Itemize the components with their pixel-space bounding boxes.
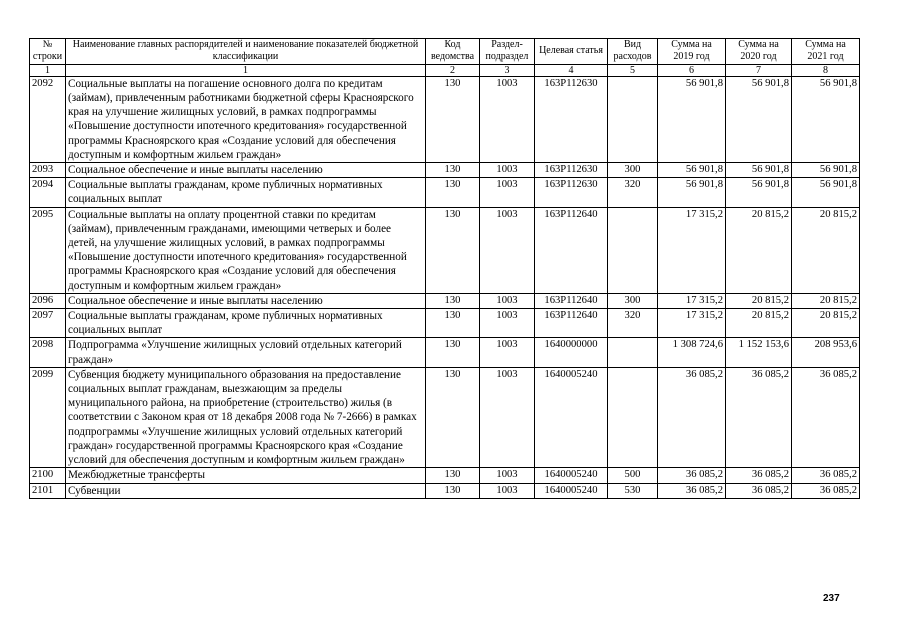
row-dept-code: 130 <box>426 483 480 498</box>
row-sum-2020: 20 815,2 <box>726 207 792 293</box>
table-row <box>30 367 860 467</box>
row-expense-type: 300 <box>608 163 658 178</box>
row-sum-2021: 20 815,2 <box>792 207 860 293</box>
column-number: 5 <box>608 64 658 76</box>
row-sum-2020: 36 085,2 <box>726 367 792 467</box>
row-name: Социальные выплаты гражданам, кроме публичных нормативных социальных выплат <box>66 178 426 207</box>
row-dept-code: 130 <box>426 293 480 308</box>
column-number: 6 <box>658 64 726 76</box>
row-target: 163Р112640 <box>535 207 608 293</box>
row-sum-2020: 36 085,2 <box>726 483 792 498</box>
row-target: 1640005240 <box>535 483 608 498</box>
row-target: 163Р112630 <box>535 76 608 162</box>
row-expense-type <box>608 76 658 162</box>
row-number: 2094 <box>30 178 66 207</box>
row-section: 1003 <box>480 76 535 162</box>
row-sum-2020: 56 901,8 <box>726 178 792 207</box>
row-sum-2021: 56 901,8 <box>792 163 860 178</box>
header-row-no: № строки <box>30 39 66 65</box>
row-number: 2095 <box>30 207 66 293</box>
row-dept-code: 130 <box>426 367 480 467</box>
header-sum-2020: Сумма на 2020 год <box>726 39 792 65</box>
column-number: 7 <box>726 64 792 76</box>
row-target: 1640005240 <box>535 468 608 483</box>
row-sum-2021: 36 085,2 <box>792 367 860 467</box>
table-row <box>30 338 860 367</box>
row-sum-2020: 20 815,2 <box>726 309 792 338</box>
row-sum-2019: 56 901,8 <box>658 178 726 207</box>
row-target: 1640005240 <box>535 367 608 467</box>
table-row <box>30 468 860 483</box>
row-number: 2093 <box>30 163 66 178</box>
header-section: Раздел-подраздел <box>480 39 535 65</box>
row-dept-code: 130 <box>426 178 480 207</box>
row-sum-2019: 56 901,8 <box>658 163 726 178</box>
row-sum-2019: 17 315,2 <box>658 207 726 293</box>
table-row <box>30 293 860 308</box>
row-name: Социальное обеспечение и иные выплаты населению <box>66 293 426 308</box>
table-row <box>30 207 860 293</box>
row-section: 1003 <box>480 293 535 308</box>
header-name: Наименование главных распорядителей и наименование показателей бюджетной классификации <box>66 39 426 65</box>
row-name: Социальные выплаты на оплату процентной ставки по кредитам (займам), привлеченным гражданами, имеющими четверых и более детей, на улучшение жилищных условий, в рамках подпрограммы «Повышение доступности ипотечного кредитования» государственной программы Красноярского края «Создание условий для обеспечения доступным и комфортным жильем граждан» <box>66 207 426 293</box>
table-header-row <box>30 39 860 65</box>
row-target: 163Р112640 <box>535 293 608 308</box>
row-sum-2019: 36 085,2 <box>658 483 726 498</box>
row-expense-type <box>608 338 658 367</box>
row-target: 1640000000 <box>535 338 608 367</box>
row-name: Межбюджетные трансферты <box>66 468 426 483</box>
row-target: 163Р112630 <box>535 163 608 178</box>
row-number: 2092 <box>30 76 66 162</box>
row-expense-type: 320 <box>608 178 658 207</box>
column-number: 1 <box>30 64 66 76</box>
column-number: 8 <box>792 64 860 76</box>
row-sum-2019: 36 085,2 <box>658 468 726 483</box>
table-row <box>30 163 860 178</box>
row-number: 2101 <box>30 483 66 498</box>
row-expense-type: 300 <box>608 293 658 308</box>
row-expense-type: 320 <box>608 309 658 338</box>
row-sum-2019: 56 901,8 <box>658 76 726 162</box>
row-sum-2019: 36 085,2 <box>658 367 726 467</box>
row-name: Субвенция бюджету муниципального образования на предоставление социальных выплат гражданам, выезжающим за пределы муниципального района, на приобретение (строительство) жилья (в соответствии с Законом края от 18 декабря 2008 года № 7-2666) в рамках подпрограммы «Улучшение жилищных условий отдельных категорий граждан» государственной программы Красноярского края «Создание условий для обеспечения доступным и комфортным жильем граждан» <box>66 367 426 467</box>
row-sum-2021: 20 815,2 <box>792 293 860 308</box>
table-row <box>30 309 860 338</box>
column-number: 1 <box>66 64 426 76</box>
row-sum-2020: 56 901,8 <box>726 163 792 178</box>
page-number: 237 <box>823 593 840 604</box>
row-sum-2019: 17 315,2 <box>658 309 726 338</box>
table-row <box>30 178 860 207</box>
header-sum-2021: Сумма на 2021 год <box>792 39 860 65</box>
header-sum-2019: Сумма на 2019 год <box>658 39 726 65</box>
row-sum-2020: 56 901,8 <box>726 76 792 162</box>
row-sum-2019: 1 308 724,6 <box>658 338 726 367</box>
budget-table <box>29 38 860 499</box>
row-sum-2020: 20 815,2 <box>726 293 792 308</box>
row-sum-2021: 20 815,2 <box>792 309 860 338</box>
column-number-row <box>30 64 860 76</box>
row-expense-type <box>608 367 658 467</box>
column-number: 4 <box>535 64 608 76</box>
column-number: 2 <box>426 64 480 76</box>
row-sum-2021: 56 901,8 <box>792 76 860 162</box>
row-number: 2100 <box>30 468 66 483</box>
row-number: 2099 <box>30 367 66 467</box>
header-dept-code: Код ведомства <box>426 39 480 65</box>
row-number: 2097 <box>30 309 66 338</box>
row-sum-2020: 36 085,2 <box>726 468 792 483</box>
header-target: Целевая статья <box>535 39 608 65</box>
row-dept-code: 130 <box>426 309 480 338</box>
row-sum-2021: 56 901,8 <box>792 178 860 207</box>
row-dept-code: 130 <box>426 207 480 293</box>
row-target: 163Р112630 <box>535 178 608 207</box>
row-expense-type <box>608 207 658 293</box>
row-dept-code: 130 <box>426 76 480 162</box>
table-row <box>30 483 860 498</box>
row-section: 1003 <box>480 163 535 178</box>
row-section: 1003 <box>480 483 535 498</box>
row-sum-2021: 36 085,2 <box>792 483 860 498</box>
row-dept-code: 130 <box>426 468 480 483</box>
row-sum-2019: 17 315,2 <box>658 293 726 308</box>
row-name: Социальные выплаты на погашение основного долга по кредитам (займам), привлеченным работниками бюджетной сферы Красноярского края на улучшение жилищных условий, в рамках подпрограммы «Повышение доступности ипотечного кредитования» государственной программы Красноярского края «Создание условий для обеспечения доступным и комфортным жильем граждан» <box>66 76 426 162</box>
table-row <box>30 76 860 162</box>
row-dept-code: 130 <box>426 163 480 178</box>
row-name: Социальные выплаты гражданам, кроме публичных нормативных социальных выплат <box>66 309 426 338</box>
row-sum-2021: 208 953,6 <box>792 338 860 367</box>
row-section: 1003 <box>480 178 535 207</box>
column-number: 3 <box>480 64 535 76</box>
row-name: Подпрограмма «Улучшение жилищных условий отдельных категорий граждан» <box>66 338 426 367</box>
row-sum-2021: 36 085,2 <box>792 468 860 483</box>
row-section: 1003 <box>480 367 535 467</box>
row-section: 1003 <box>480 338 535 367</box>
row-number: 2096 <box>30 293 66 308</box>
row-section: 1003 <box>480 309 535 338</box>
row-name: Субвенции <box>66 483 426 498</box>
row-sum-2020: 1 152 153,6 <box>726 338 792 367</box>
row-expense-type: 500 <box>608 468 658 483</box>
row-name: Социальное обеспечение и иные выплаты населению <box>66 163 426 178</box>
row-dept-code: 130 <box>426 338 480 367</box>
row-target: 163Р112640 <box>535 309 608 338</box>
header-expense-type: Вид расходов <box>608 39 658 65</box>
row-expense-type: 530 <box>608 483 658 498</box>
row-section: 1003 <box>480 207 535 293</box>
row-number: 2098 <box>30 338 66 367</box>
row-section: 1003 <box>480 468 535 483</box>
